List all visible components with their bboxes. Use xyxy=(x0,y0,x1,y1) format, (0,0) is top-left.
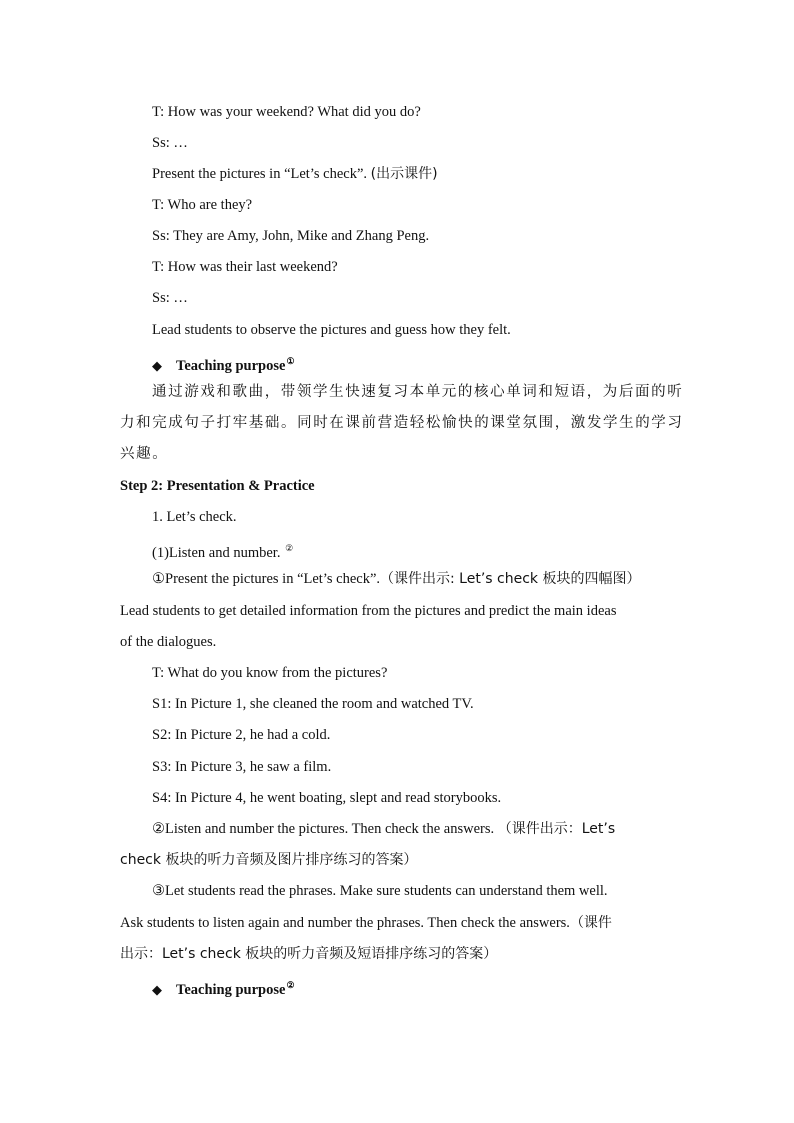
teaching-purpose-label: Teaching purpose xyxy=(176,982,286,998)
subsection-text: (1)Listen and number. xyxy=(152,545,281,561)
cn-paragraph-line: 通过游戏和歌曲，带领学生快速复习本单元的核心单词和短语，为后面的听 xyxy=(152,384,684,400)
step-item-text: ①Present the pictures in “Let’s check”. xyxy=(152,571,380,587)
paragraph-cn-note: （课件 xyxy=(569,915,612,931)
footnote-marker: ② xyxy=(285,543,294,553)
dialogue-line: T: How was your weekend? What did you do? xyxy=(152,104,421,120)
teaching-purpose-heading xyxy=(152,975,295,1000)
step-item: ③Let students read the phrases. Make sure students can understand them well. xyxy=(152,883,608,899)
dialogue-line: S1: In Picture 1, she cleaned the room and watched TV. xyxy=(152,696,474,712)
step-item-cn-note: （课件出示: Let’s check 板块的四幅图） xyxy=(380,571,641,587)
diamond-bullet-icon: ◆ xyxy=(152,982,162,997)
dialogue-line: T: Who are they? xyxy=(152,197,253,213)
step-item xyxy=(152,569,640,589)
paragraph-line: check 板块的听力音频及图片排序练习的答案） xyxy=(120,852,418,868)
instruction-line: Lead students to observe the pictures and guess how they felt. xyxy=(152,322,511,338)
dialogue-line: Ss: They are Amy, John, Mike and Zhang Peng. xyxy=(152,228,430,244)
step-heading: Step 2: Presentation & Practice xyxy=(120,478,315,494)
footnote-marker: ② xyxy=(286,980,295,990)
step-item-cn-note: （课件出示：Let’s xyxy=(497,821,616,837)
cn-paragraph-line: 兴趣。 xyxy=(120,446,169,462)
step-item-text: ②Listen and number the pictures. Then check the answers. xyxy=(152,821,495,837)
diamond-bullet-icon: ◆ xyxy=(152,358,162,373)
dialogue-line: T: What do you know from the pictures? xyxy=(152,665,388,681)
instruction-text: Present the pictures in “Let’s check”. xyxy=(152,166,371,182)
instruction-cn-note: (出示课件) xyxy=(370,166,438,182)
dialogue-line: Ss: … xyxy=(152,135,188,151)
footnote-marker: ① xyxy=(286,356,295,366)
dialogue-line: Ss: … xyxy=(152,290,188,306)
paragraph-line xyxy=(120,913,612,933)
paragraph-line: of the dialogues. xyxy=(120,634,217,650)
dialogue-line: S3: In Picture 3, he saw a film. xyxy=(152,759,332,775)
instruction-line xyxy=(152,164,438,184)
teaching-purpose-heading xyxy=(152,351,295,376)
step-item xyxy=(152,819,615,839)
dialogue-line: S4: In Picture 4, he went boating, slept and read storybooks. xyxy=(152,790,502,806)
paragraph-text: Ask students to listen again and number the phrases. Then check the answers. xyxy=(120,915,570,931)
section-heading: 1. Let’s check. xyxy=(152,509,237,525)
cn-paragraph-line: 力和完成句子打牢基础。同时在课前营造轻松愉快的课堂氛围，激发学生的学习 xyxy=(120,415,684,431)
paragraph-line: Lead students to get detailed information from the pictures and predict the main ideas xyxy=(120,603,617,619)
teaching-purpose-label: Teaching purpose xyxy=(176,358,286,374)
paragraph-line: 出示：Let’s check 板块的听力音频及短语排序练习的答案） xyxy=(120,946,498,962)
dialogue-line: T: How was their last weekend? xyxy=(152,259,338,275)
subsection-heading xyxy=(152,538,293,563)
dialogue-line: S2: In Picture 2, he had a cold. xyxy=(152,727,331,743)
